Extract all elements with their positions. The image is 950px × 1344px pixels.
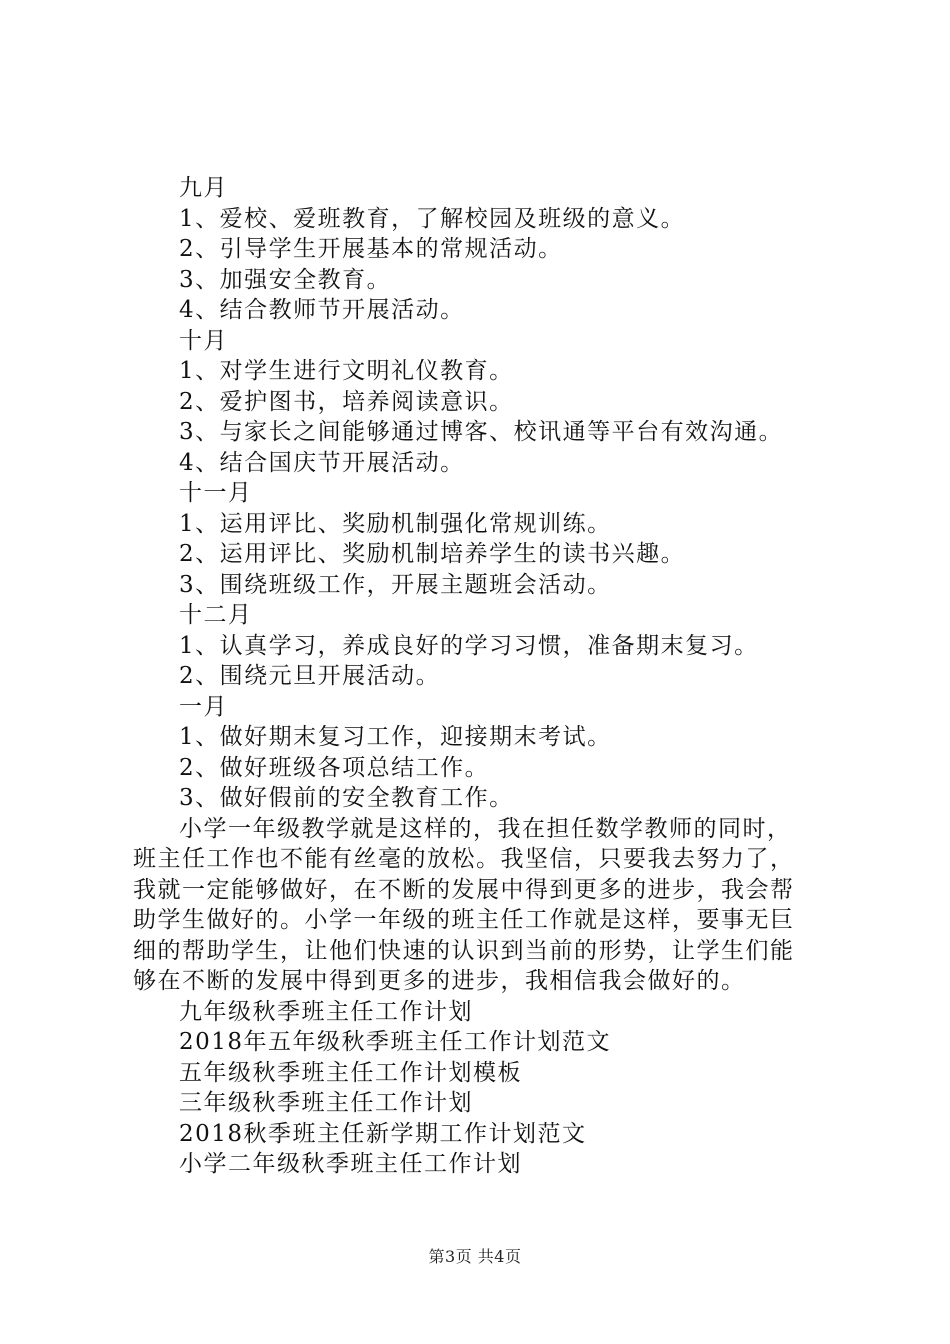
list-item: 3、加强安全教育。 — [179, 266, 392, 293]
list-item: 2、运用评比、奖励机制培养学生的读书兴趣。 — [179, 541, 686, 567]
related-link[interactable]: 2018秋季班主任新学期工作计划范文 — [179, 1120, 587, 1147]
list-item: 1、运用评比、奖励机制强化常规训练。 — [179, 510, 612, 537]
related-link[interactable]: 三年级秋季班主任工作计划 — [179, 1090, 473, 1116]
related-link[interactable]: 2018年五年级秋季班主任工作计划范文 — [179, 1029, 612, 1055]
list-item: 4、结合国庆节开展活动。 — [179, 449, 465, 476]
list-item: 1、认真学习，养成良好的学习习惯，准备期末复习。 — [179, 632, 759, 659]
related-link[interactable]: 小学二年级秋季班主任工作计划 — [179, 1151, 522, 1177]
month-heading-december: 十二月 — [179, 602, 253, 628]
list-item: 2、围绕元旦开展活动。 — [179, 663, 441, 689]
list-item: 3、做好假前的安全教育工作。 — [179, 785, 514, 811]
paragraph-line: 够在不断的发展中得到更多的进步，我相信我会做好的。 — [133, 968, 746, 994]
month-heading-october: 十月 — [179, 327, 228, 354]
list-item: 3、与家长之间能够通过博客、校讯通等平台有效沟通。 — [179, 419, 784, 445]
list-item: 1、对学生进行文明礼仪教育。 — [179, 358, 514, 384]
month-heading-november: 十一月 — [179, 480, 253, 506]
document-body — [133, 173, 833, 1180]
list-item: 1、做好期末复习工作，迎接期末考试。 — [179, 724, 612, 750]
summary-paragraph — [133, 814, 833, 997]
paragraph-line: 细的帮助学生，让他们快速的认识到当前的形势，让学生们能 — [133, 937, 795, 964]
list-item: 1、爱校、爱班教育，了解校园及班级的意义。 — [179, 205, 686, 232]
related-link[interactable]: 五年级秋季班主任工作计划模板 — [179, 1059, 522, 1086]
list-item: 2、做好班级各项总结工作。 — [179, 754, 490, 781]
related-link[interactable]: 九年级秋季班主任工作计划 — [179, 998, 473, 1025]
paragraph-line: 班主任工作也不能有丝毫的放松。我坚信，只要我去努力了， — [133, 846, 795, 872]
paragraph-line: 我就一定能够做好，在不断的发展中得到更多的进步，我会帮 — [133, 876, 795, 903]
list-item: 3、围绕班级工作，开展主题班会活动。 — [179, 571, 612, 598]
list-item: 2、爱护图书，培养阅读意识。 — [179, 388, 514, 415]
month-heading-january: 一月 — [179, 693, 228, 720]
paragraph-line: 小学一年级教学就是这样的，我在担任数学教师的同时， — [179, 815, 792, 842]
month-heading-september: 九月 — [179, 175, 228, 201]
list-item: 2、引导学生开展基本的常规活动。 — [179, 236, 563, 262]
list-item: 4、结合教师节开展活动。 — [179, 297, 465, 323]
page-number-footer: 第3页 共4页 — [428, 1247, 522, 1266]
paragraph-line: 助学生做好的。小学一年级的班主任工作就是这样，要事无巨 — [133, 907, 795, 933]
